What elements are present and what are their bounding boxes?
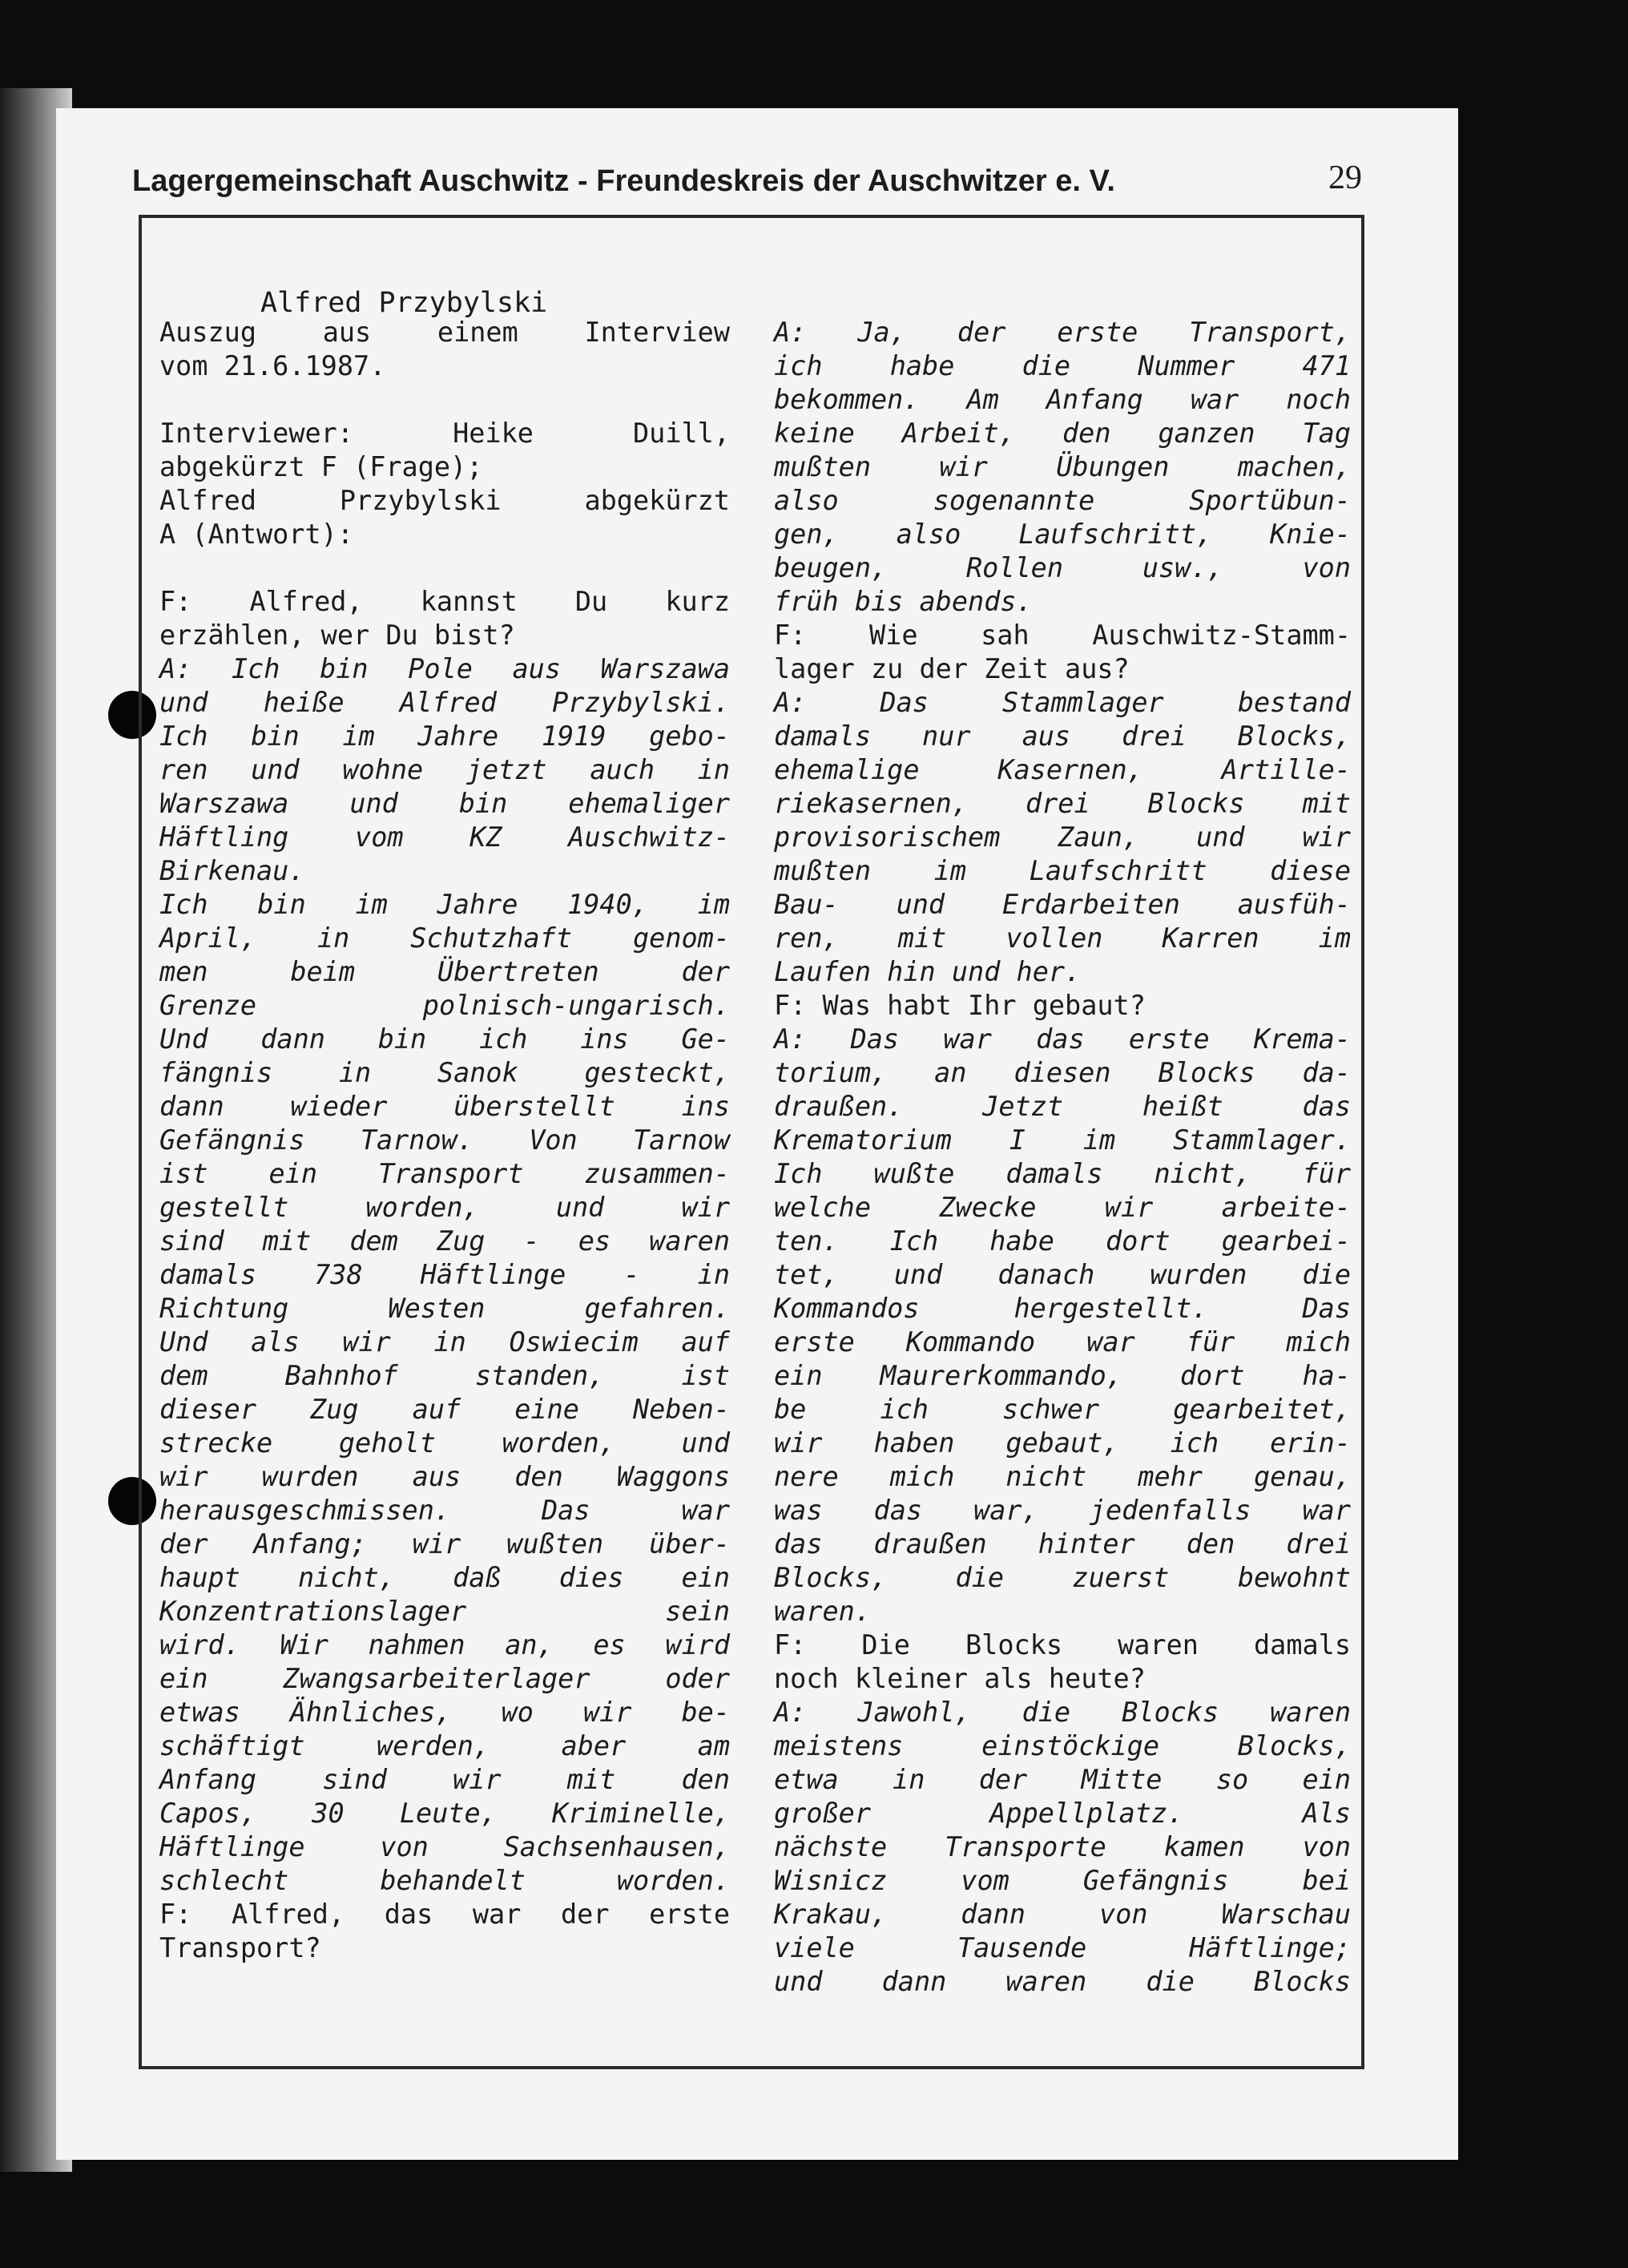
- text-line: Und dann bin ich ins Ge-: [159, 1023, 730, 1055]
- text-line: Interviewer: Heike Duill,: [159, 418, 730, 449]
- text-line: dem Bahnhof standen, ist: [159, 1360, 730, 1391]
- text-line: A: Das Stammlager bestand: [774, 687, 1351, 718]
- text-line: [774, 282, 1351, 316]
- text-line: [159, 551, 730, 585]
- text-line: A (Antwort):: [159, 519, 354, 550]
- text-line: Warszawa und bin ehemaliger: [159, 788, 730, 819]
- text-line: Birkenau.: [159, 855, 305, 886]
- text-line: ehemalige Kasernen, Artille-: [774, 754, 1351, 785]
- article-title: Alfred Przybylski: [260, 287, 548, 319]
- text-line: provisorischem Zaun, und wir: [774, 821, 1351, 853]
- text-line: gen, also Laufschritt, Knie-: [774, 519, 1351, 550]
- text-line: torium, an diesen Blocks da-: [774, 1057, 1351, 1088]
- text-line: ren, mit vollen Karren im: [774, 922, 1351, 954]
- text-line: Und als wir in Oswiecim auf: [159, 1326, 730, 1358]
- text-line: Transport?: [159, 1932, 321, 1963]
- text-line: nere mich nicht mehr genau,: [774, 1461, 1351, 1492]
- text-line: ich habe die Nummer 471: [774, 350, 1351, 381]
- text-line: mußten im Laufschritt diese: [774, 855, 1351, 886]
- text-line: Ich bin im Jahre 1940, im: [159, 889, 730, 920]
- text-line: Ich bin im Jahre 1919 gebo-: [159, 720, 730, 752]
- text-line: wir haben gebaut, ich erin-: [774, 1427, 1351, 1459]
- text-line: dieser Zug auf eine Neben-: [159, 1394, 730, 1425]
- page-number: 29: [1328, 159, 1362, 196]
- text-line: Capos, 30 Leute, Kriminelle,: [159, 1798, 730, 1829]
- text-line: F: Was habt Ihr gebaut?: [774, 990, 1146, 1021]
- text-line: Kommandos hergestellt. Das: [774, 1293, 1351, 1324]
- text-line: ten. Ich habe dort gearbei-: [774, 1225, 1351, 1257]
- text-line: fängnis in Sanok gesteckt,: [159, 1057, 730, 1088]
- text-line: waren.: [774, 1596, 872, 1627]
- text-line: be ich schwer gearbeitet,: [774, 1394, 1351, 1425]
- text-line: Ich wußte damals nicht, für: [774, 1158, 1351, 1189]
- text-line: noch kleiner als heute?: [774, 1663, 1146, 1694]
- text-line: erzählen, wer Du bist?: [159, 619, 515, 651]
- text-line: wird. Wir nahmen an, es wird: [159, 1629, 730, 1661]
- text-line: schäftigt werden, aber am: [159, 1730, 730, 1762]
- text-line: F: Wie sah Auschwitz-Stamm-: [774, 619, 1351, 651]
- text-line: etwas Ähnliches, wo wir be-: [159, 1697, 730, 1728]
- text-line: großer Appellplatz. Als: [774, 1798, 1351, 1829]
- text-line: Gefängnis Tarnow. Von Tarnow: [159, 1124, 730, 1156]
- text-line: Grenze polnisch-ungarisch.: [159, 990, 730, 1021]
- text-line: [159, 282, 730, 316]
- text-line: was das war, jedenfalls war: [774, 1495, 1351, 1526]
- text-line: Krematorium I im Stammlager.: [774, 1124, 1351, 1156]
- text-line: Richtung Westen gefahren.: [159, 1293, 730, 1324]
- text-line: erste Kommando war für mich: [774, 1326, 1351, 1358]
- text-line: A: Ja, der erste Transport,: [774, 317, 1351, 348]
- text-line: und dann waren die Blocks: [774, 1966, 1351, 1997]
- text-line: draußen. Jetzt heißt das: [774, 1091, 1351, 1122]
- text-line: und heiße Alfred Przybylski.: [159, 687, 730, 718]
- text-line: Häftling vom KZ Auschwitz-: [159, 821, 730, 853]
- text-line: mußten wir Übungen machen,: [774, 451, 1351, 482]
- text-line: ein Zwangsarbeiterlager oder: [159, 1663, 730, 1694]
- text-line: beugen, Rollen usw., von: [774, 552, 1351, 583]
- text-line: Konzentrationslager sein: [159, 1596, 730, 1627]
- text-line: ren und wohne jetzt auch in: [159, 754, 730, 785]
- text-line: Anfang sind wir mit den: [159, 1764, 730, 1795]
- text-line: damals nur aus drei Blocks,: [774, 720, 1351, 752]
- text-line: riekasernen, drei Blocks mit: [774, 788, 1351, 819]
- text-line: viele Tausende Häftlinge;: [774, 1932, 1351, 1963]
- text-line: Blocks, die zuerst bewohnt: [774, 1562, 1351, 1593]
- text-line: nächste Transporte kamen von: [774, 1831, 1351, 1862]
- text-line: wir wurden aus den Waggons: [159, 1461, 730, 1492]
- right-column: [774, 282, 1351, 1999]
- text-line: das draußen hinter den drei: [774, 1528, 1351, 1560]
- text-line: welche Zwecke wir arbeite-: [774, 1192, 1351, 1223]
- text-line: früh bis abends.: [774, 586, 1033, 617]
- text-line: tet, und danach wurden die: [774, 1259, 1351, 1290]
- text-line: F: Alfred, kannst Du kurz: [159, 586, 730, 617]
- text-line: A: Das war das erste Krema-: [774, 1023, 1351, 1055]
- text-line: F: Alfred, das war der erste: [159, 1899, 730, 1930]
- text-line: Alfred Przybylski abgekürzt: [159, 485, 730, 516]
- text-line: damals 738 Häftlinge - in: [159, 1259, 730, 1290]
- text-line: men beim Übertreten der: [159, 956, 730, 987]
- running-header: Lagergemeinschaft Auschwitz - Freundeskreis der Auschwitzer e. V.: [132, 164, 1115, 198]
- text-line: bekommen. Am Anfang war noch: [774, 384, 1351, 415]
- text-line: Häftlinge von Sachsenhausen,: [159, 1831, 730, 1862]
- text-line: Auszug aus einem Interview: [159, 317, 730, 348]
- text-line: abgekürzt F (Frage);: [159, 451, 483, 482]
- text-line: etwa in der Mitte so ein: [774, 1764, 1351, 1795]
- text-line: keine Arbeit, den ganzen Tag: [774, 418, 1351, 449]
- text-line: schlecht behandelt worden.: [159, 1865, 730, 1896]
- text-line: ein Maurerkommando, dort ha-: [774, 1360, 1351, 1391]
- text-line: Laufen hin und her.: [774, 956, 1082, 987]
- text-line: meistens einstöckige Blocks,: [774, 1730, 1351, 1762]
- text-line: Wisnicz vom Gefängnis bei: [774, 1865, 1351, 1896]
- text-line: vom 21.6.1987.: [159, 350, 386, 381]
- text-line: sind mit dem Zug - es waren: [159, 1225, 730, 1257]
- text-line: A: Ich bin Pole aus Warszawa: [159, 653, 730, 684]
- text-line: Krakau, dann von Warschau: [774, 1899, 1351, 1930]
- text-line: A: Jawohl, die Blocks waren: [774, 1697, 1351, 1728]
- text-line: ist ein Transport zusammen-: [159, 1158, 730, 1189]
- text-line: gestellt worden, und wir: [159, 1192, 730, 1223]
- text-line: also sogenannte Sportübun-: [774, 485, 1351, 516]
- text-line: dann wieder überstellt ins: [159, 1091, 730, 1122]
- left-column: [159, 282, 730, 1965]
- text-line: strecke geholt worden, und: [159, 1427, 730, 1459]
- text-line: der Anfang; wir wußten über-: [159, 1528, 730, 1560]
- text-line: [159, 383, 730, 417]
- text-line: lager zu der Zeit aus?: [774, 653, 1130, 684]
- text-line: Bau- und Erdarbeiten ausfüh-: [774, 889, 1351, 920]
- text-line: April, in Schutzhaft genom-: [159, 922, 730, 954]
- text-line: F: Die Blocks waren damals: [774, 1629, 1351, 1661]
- text-line: herausgeschmissen. Das war: [159, 1495, 730, 1526]
- text-line: haupt nicht, daß dies ein: [159, 1562, 730, 1593]
